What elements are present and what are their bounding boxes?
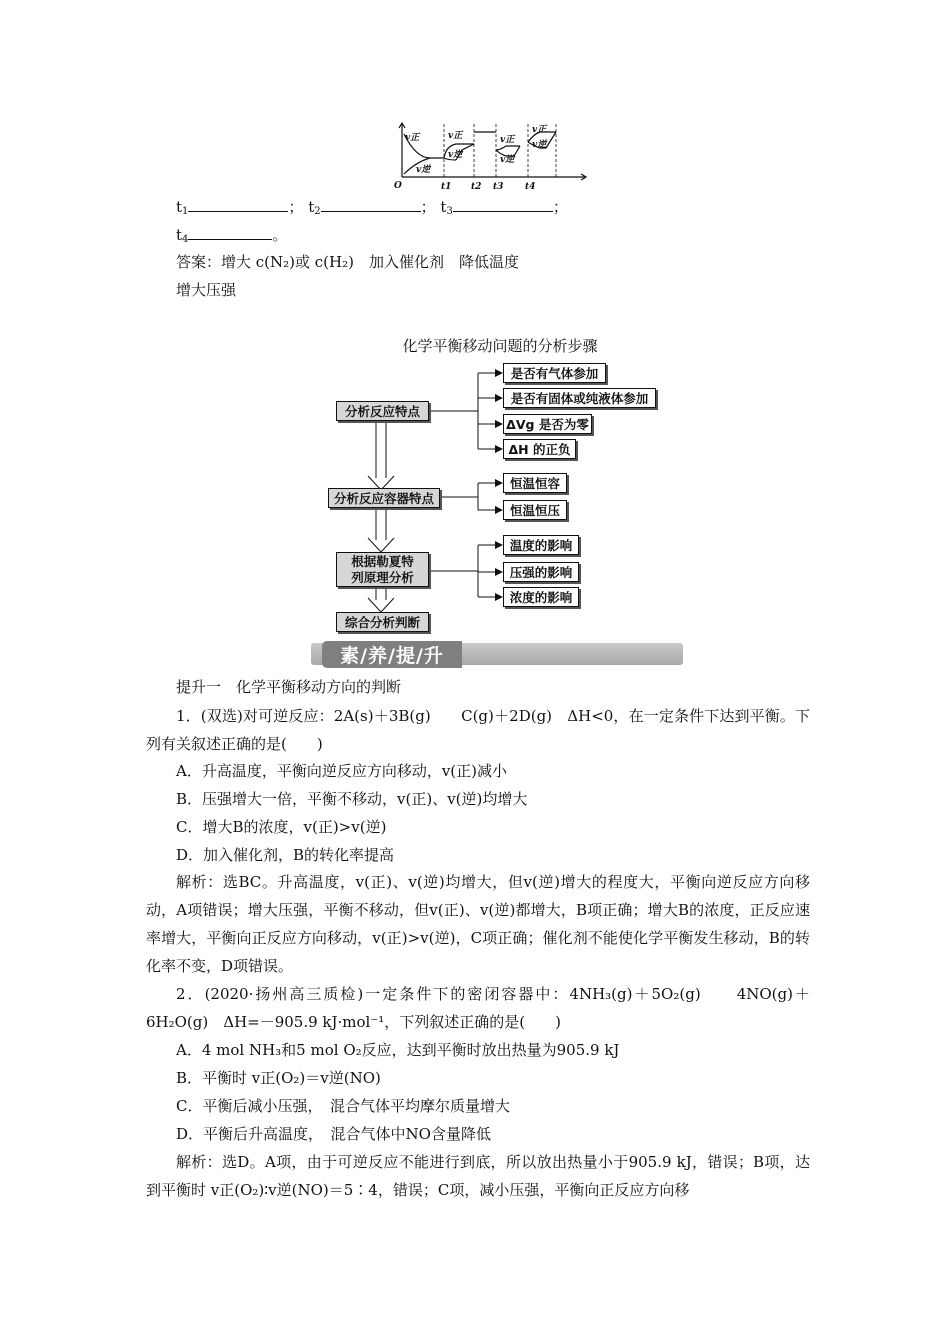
flow-branch3-concentration: 浓度的影响 — [503, 587, 579, 607]
graph-v-reverse-3: v逆 — [500, 155, 515, 165]
q2-option-d: D．平衡后升高温度， 混合气体中NO含量降低 — [176, 1125, 491, 1143]
flow-branch2-constant-volume: 恒温恒容 — [503, 473, 567, 493]
answer-line-2: 增大压强 — [176, 281, 237, 299]
flow-step-reaction: 分析反应特点 — [336, 401, 429, 421]
q1-option-b: B．压强增大一倍，平衡不移动，v(正)、v(逆)均增大 — [176, 790, 528, 808]
q1-stem: 1．(双选)对可逆反应：2A(s)＋3B(g) C(g)＋2D(g) ΔH<0，在一定条件下达到平衡。下列有关叙述正确的是( ) — [146, 707, 810, 753]
graph-v-forward-3: v正 — [500, 135, 515, 145]
graph-v-forward-4: v正 — [532, 125, 547, 135]
answer-line-1: 答案：增大 c(N₂)或 c(H₂) 加入催化剂 降低温度 — [176, 253, 519, 271]
flow-branch2-constant-pressure: 恒温恒压 — [503, 500, 567, 520]
q2-analysis: 解析：选D。A项，由于可逆反应不能进行到底，所以放出热量小于905.9 kJ，错误；B项，达到平衡时 v正(O₂)∶v逆(NO)＝5∶4，错误；C项，减小压强，平衡向正反应方向移 — [146, 1153, 810, 1199]
flowchart-title: 化学平衡移动问题的分析步骤 — [402, 337, 598, 355]
flow-branch1-solid: 是否有固体或纯液体参加 — [503, 388, 656, 408]
q1-analysis: 解析：选BC。升高温度，v(正)、v(逆)均增大，但v(逆)增大的程度大，平衡向逆反应方向移动，A项错误；增大压强，平衡不移动，但v(正)、v(逆)都增大，B项正确；增大B的浓度，正反应速率增大，平衡向正反应方向移动，v(正)>v(逆)，C项正确；催化剂不能使化学平衡发生移动，B的转化率不变，D项错误。 — [146, 873, 810, 975]
flow-branch1-dh: ΔH 的正负 — [503, 439, 576, 459]
blank-line-1: $t_1$ ； $t_2$ ； $t_3$ ； — [176, 198, 568, 217]
q2-option-c: C．平衡后减小压强， 混合气体平均摩尔质量增大 — [176, 1097, 510, 1115]
flow-branch1-dvg: ΔVg 是否为零 — [503, 414, 592, 434]
graph-v-forward-1: v正 — [405, 133, 420, 143]
graph-v-reverse-1: v逆 — [416, 165, 431, 175]
graph-tick-t1: t1 — [441, 182, 452, 192]
graph-tick-t4: t4 — [525, 182, 536, 192]
q2-stem: 2．(2020·扬州高三质检)一定条件下的密闭容器中：4NH₃(g)＋5O₂(g) 4NO(g)＋6H₂O(g) ΔH=－905.9 kJ·mol⁻¹，下列叙述正确的是( ) — [146, 985, 810, 1031]
graph-v-reverse-4: v逆 — [532, 140, 547, 150]
flow-branch3-pressure: 压强的影响 — [503, 562, 579, 582]
section-banner-label: 素/养/提/升 — [322, 641, 462, 668]
q1-option-d: D．加入催化剂，B的转化率提高 — [176, 846, 395, 864]
q1-option-c: C．增大B的浓度，v(正)>v(逆) — [176, 818, 387, 836]
graph-tick-t2: t2 — [471, 182, 482, 192]
graph-v-reverse-2: v逆 — [448, 150, 463, 160]
q2-option-a: A．4 mol NH₃和5 mol O₂反应，达到平衡时放出热量为905.9 kJ — [176, 1041, 620, 1059]
flow-step-le-chatelier: 根据勒夏特列原理分析 — [336, 552, 429, 587]
flow-branch1-gas: 是否有气体参加 — [503, 363, 606, 383]
graph-tick-t3: t3 — [493, 182, 504, 192]
flow-branch3-temperature: 温度的影响 — [503, 535, 579, 555]
graph-v-forward-2: v正 — [448, 131, 463, 141]
q2-option-b: B．平衡时 v正(O₂)＝v逆(NO) — [176, 1069, 381, 1087]
graph-origin: O — [394, 181, 402, 191]
flow-step-container: 分析反应容器特点 — [328, 488, 440, 508]
flowchart-connectors — [0, 0, 950, 640]
flow-step-judgement: 综合分析判断 — [336, 612, 429, 632]
blank-line-2: $t_4$ 。 — [176, 226, 288, 245]
q1-option-a: A．升高温度，平衡向逆反应方向移动，v(正)减小 — [176, 762, 508, 780]
section-heading: 提升一 化学平衡移动方向的判断 — [176, 678, 402, 696]
